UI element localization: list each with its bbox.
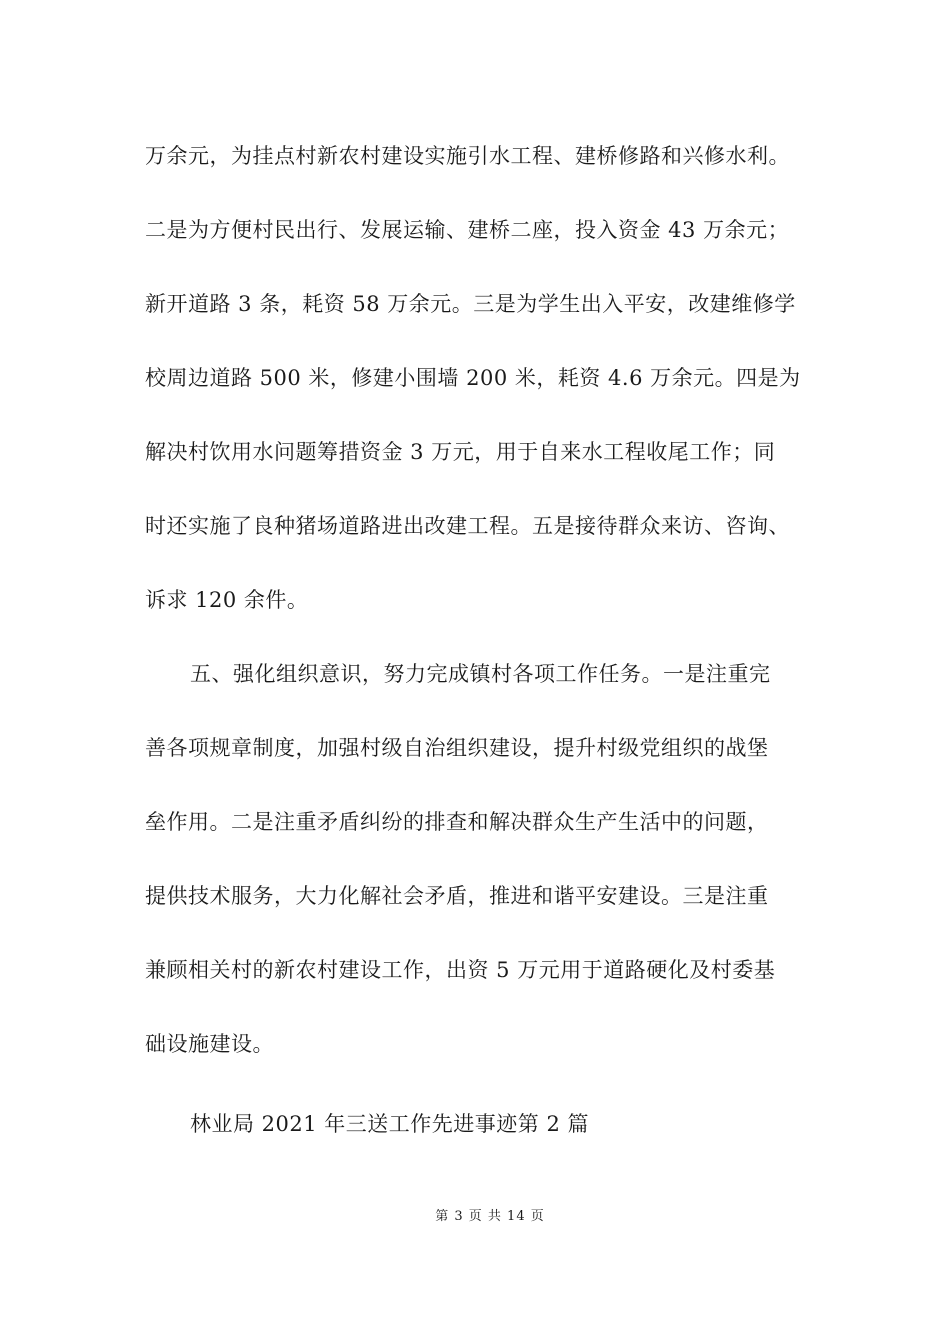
body-text-line: 兼顾相关村的新农村建设工作，出资 5 万元用于道路硬化及村委基 (145, 958, 776, 982)
body-text-line: 时还实施了良种猪场道路进出改建工程。五是接待群众来访、咨询、 (145, 514, 790, 538)
body-text-line: 提供技术服务，大力化解社会矛盾，推进和谐平安建设。三是注重 (145, 884, 769, 908)
body-text-line: 二是为方便村民出行、发展运输、建桥二座，投入资金 43 万余元； (145, 218, 790, 242)
body-text-line: 解决村饮用水问题筹措资金 3 万元，用于自来水工程收尾工作；同 (145, 440, 776, 464)
body-text-line: 础设施建设。 (145, 1032, 274, 1056)
page-number-footer: 第 3 页 共 14 页 (435, 1209, 545, 1224)
body-text-line: 垒作用。二是注重矛盾纠纷的排查和解决群众生产生活中的问题， (145, 810, 769, 834)
body-text-line: 万余元，为挂点村新农村建设实施引水工程、建桥修路和兴修水利。 (145, 144, 790, 168)
body-text-line: 新开道路 3 条，耗资 58 万余元。三是为学生出入平安，改建维修学 (145, 292, 796, 316)
section-title: 林业局 2021 年三送工作先进事迹第 2 篇 (190, 1112, 590, 1136)
paragraph-heading-line: 五、强化组织意识，努力完成镇村各项工作任务。一是注重完 (190, 662, 771, 686)
body-text-line: 善各项规章制度，加强村级自治组织建设，提升村级党组织的战堡 (145, 736, 769, 760)
body-text-line: 诉求 120 余件。 (145, 588, 309, 612)
body-text-line: 校周边道路 500 米，修建小围墙 200 米，耗资 4.6 万余元。四是为 (145, 366, 801, 390)
